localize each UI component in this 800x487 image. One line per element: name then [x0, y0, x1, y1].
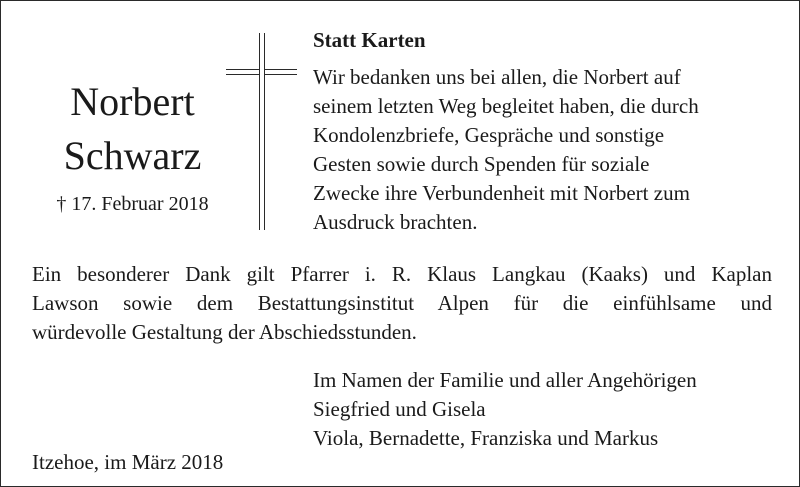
thanks-line: Ausdruck brachten. — [313, 210, 478, 234]
special-thanks-line: Lawson sowie dem Bestattungsinstitut Alpen für die einfühlsame und — [32, 291, 772, 315]
thanks-line: Gesten sowie durch Spenden für soziale — [313, 152, 650, 176]
thanks-line: Kondolenzbriefe, Gespräche und sonstige — [313, 123, 665, 147]
place-date: Itzehoe, im März 2018 — [32, 450, 224, 474]
signature-line: Siegfried und Gisela — [313, 397, 486, 421]
signature-block — [313, 366, 697, 453]
deceased-last-name: Schwarz — [63, 133, 202, 178]
thanks-line: Zwecke ihre Verbundenheit mit Norbert zum — [313, 181, 690, 205]
signature-line: Viola, Bernadette, Franziska und Markus — [313, 426, 659, 450]
special-thanks-line: Ein besonderer Dank gilt Pfarrer i. R. Klaus Langkau (Kaaks) und Kaplan — [32, 262, 772, 286]
deceased-first-name: Norbert — [70, 79, 195, 124]
thanks-paragraph — [313, 63, 783, 237]
signature-line: Im Namen der Familie und aller Angehörigen — [313, 368, 697, 392]
thanks-line: seinem letzten Weg begleitet haben, die durch — [313, 94, 699, 118]
notice-heading: Statt Karten — [313, 28, 426, 52]
special-thanks-paragraph — [32, 260, 772, 347]
special-thanks-line: würdevolle Gestaltung der Abschiedsstunden. — [32, 320, 417, 344]
thanks-line: Wir bedanken uns bei allen, die Norbert auf — [313, 65, 681, 89]
death-date: † 17. Februar 2018 — [56, 193, 209, 215]
